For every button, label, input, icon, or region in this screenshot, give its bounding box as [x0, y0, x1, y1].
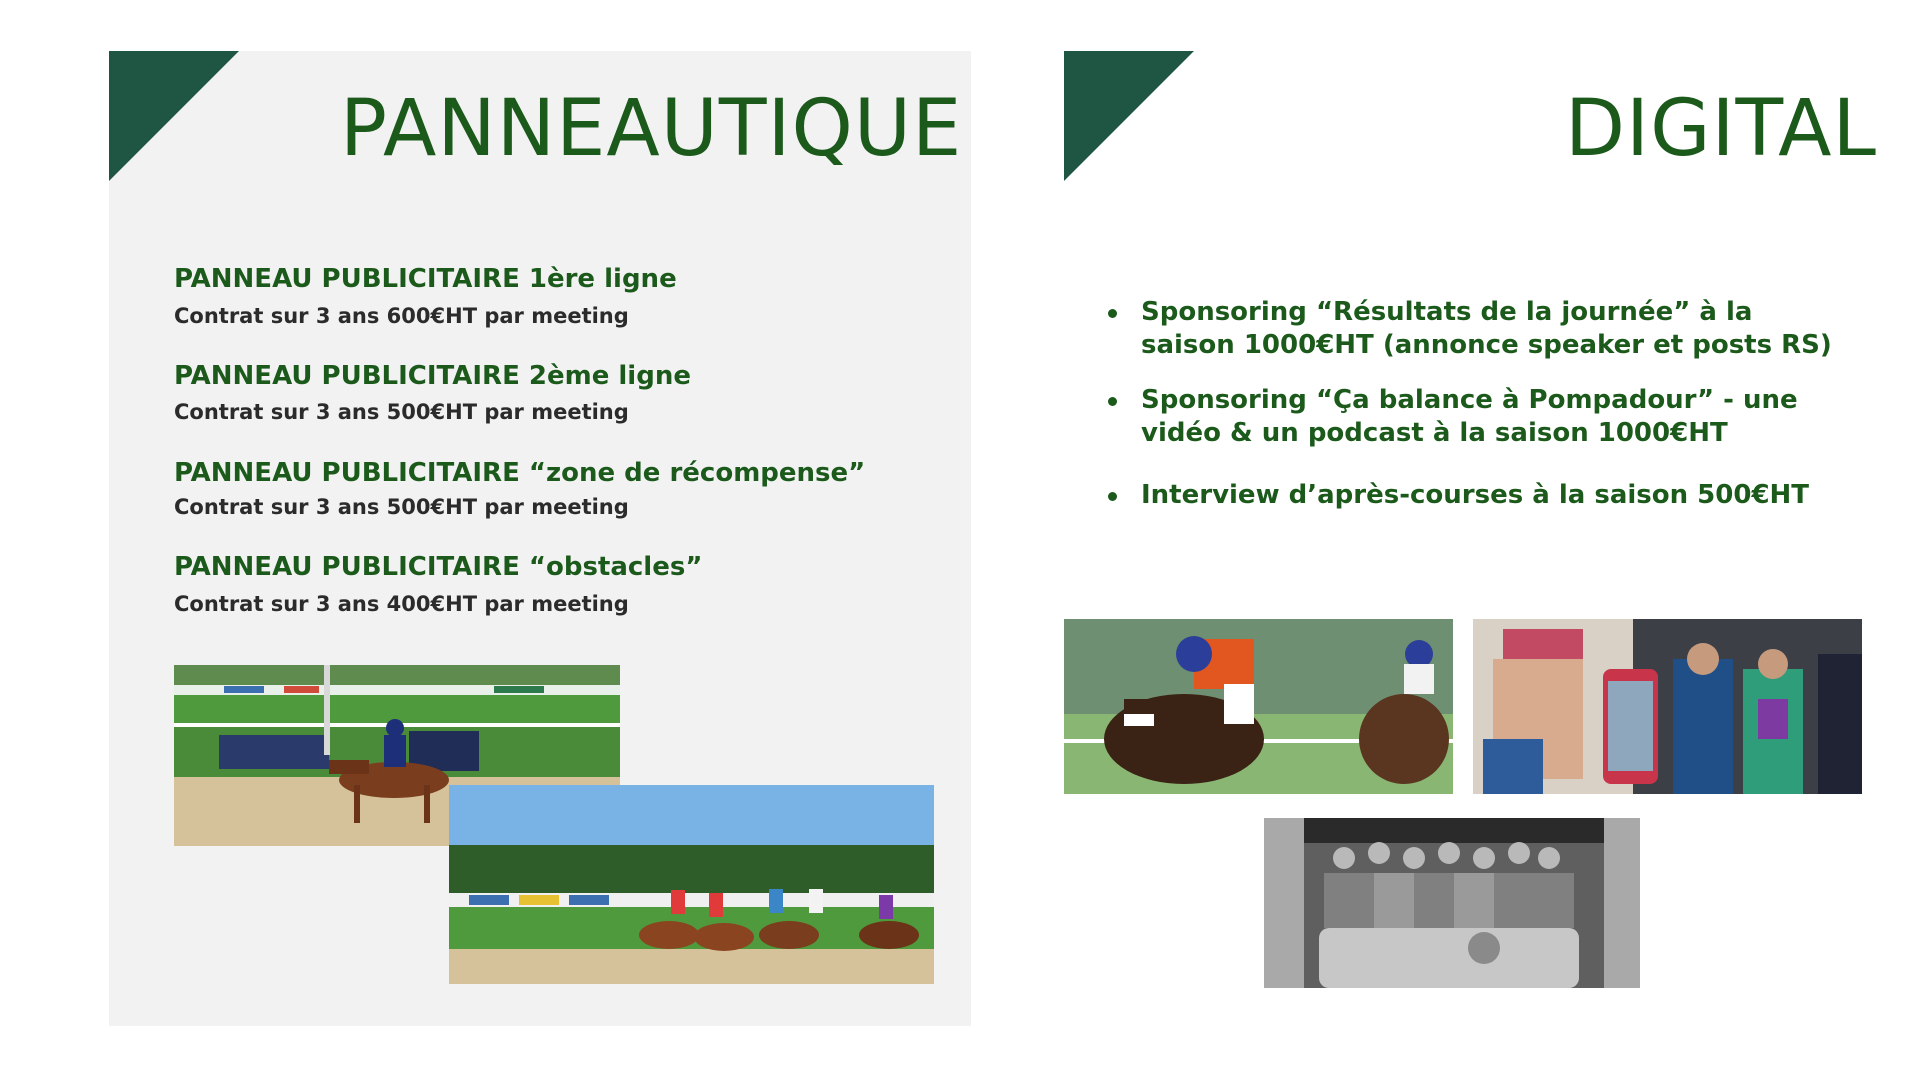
offer-title-4: PANNEAU PUBLICITAIRE “obstacles”	[174, 552, 703, 582]
offer-detail-3: Contrat sur 3 ans 500€HT par meeting	[174, 495, 629, 519]
corner-triangle-right	[1064, 51, 1194, 181]
offer-detail-2: Contrat sur 3 ans 500€HT par meeting	[174, 400, 629, 424]
offer-title-1: PANNEAU PUBLICITAIRE 1ère ligne	[174, 264, 677, 294]
bullet-icon	[1108, 397, 1117, 406]
offer-title-3: PANNEAU PUBLICITAIRE “zone de récompense”	[174, 458, 866, 488]
offer-detail-4: Contrat sur 3 ans 400€HT par meeting	[174, 592, 629, 616]
racecourse-photo-field	[449, 785, 934, 984]
bullet-icon	[1108, 492, 1117, 501]
digital-item-text: Interview d’après-courses à la saison 500€HT	[1141, 480, 1810, 510]
digital-item-text: Sponsoring “Ça balance à Pompadour” - une vidéo & un podcast à la saison 1000€HT	[1141, 385, 1798, 448]
offer-title-2: PANNEAU PUBLICITAIRE 2ème ligne	[174, 361, 691, 391]
bullet-icon	[1108, 309, 1117, 318]
jockey-race-photo	[1064, 619, 1453, 794]
phone-interview-photo	[1473, 619, 1862, 794]
offer-detail-1: Contrat sur 3 ans 600€HT par meeting	[174, 304, 629, 328]
digital-title: DIGITAL	[1565, 84, 1877, 174]
corner-triangle-left	[109, 51, 239, 181]
digital-item-text: Sponsoring “Résultats de la journée” à la saison 1000€HT (annonce speaker et posts RS)	[1141, 297, 1832, 360]
team-group-photo	[1264, 818, 1640, 988]
panneautique-title: PANNEAUTIQUE	[340, 84, 963, 174]
